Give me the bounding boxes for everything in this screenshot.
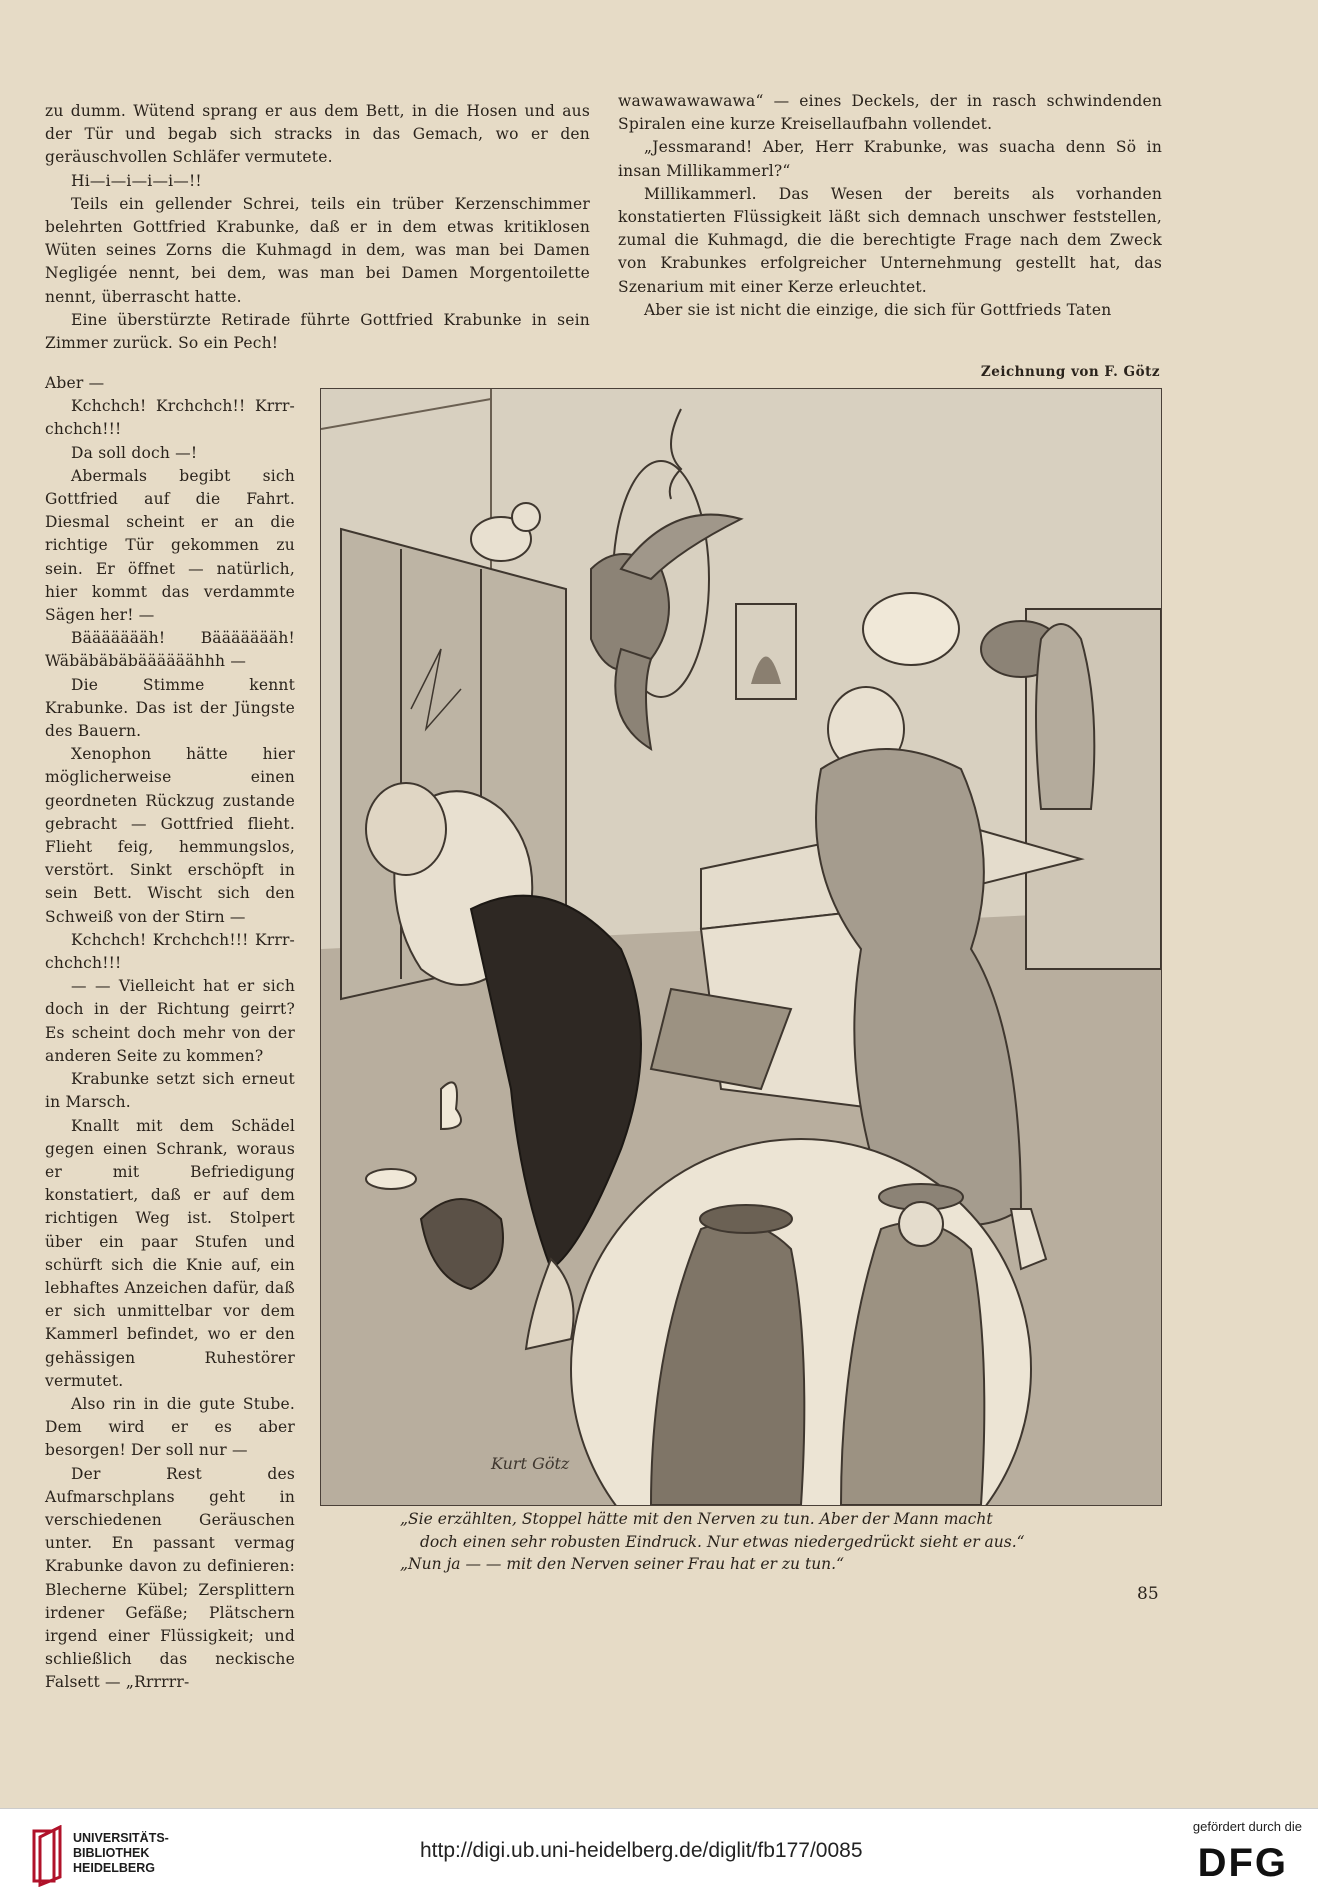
caption-line: „Nun ja — — mit den Nerven seiner Frau hat er zu tun.“ xyxy=(400,1555,845,1573)
cartoon-illustration xyxy=(320,388,1162,1506)
right-top-column xyxy=(618,90,1162,322)
paragraph: wawawawawawa“ — eines Deckels, der in rasch schwindenden Spiralen eine kurze Kreisellaufbahn vollendet. xyxy=(618,92,1162,134)
illustration-credit: Zeichnung von F. Götz xyxy=(980,364,1160,380)
institution-line: HEIDELBERG xyxy=(73,1861,155,1875)
narrow-left-column xyxy=(45,372,295,1695)
institution-line: BIBLIOTHEK xyxy=(73,1846,150,1860)
paragraph: Xenophon hätte hier möglicherweise einen geordneten Rückzug zustande gebracht — Gottfried flieht. Flieht feig, hemmungslos, verstört. Sinkt erschöpft in sein Bett. Wischt sich den Schweiß von der Stirn — xyxy=(45,745,295,926)
paragraph: Aber — xyxy=(45,374,105,392)
paragraph: Eine überstürzte Retirade führte Gottfried Krabunke in sein Zimmer zurück. So ein Pech! xyxy=(45,310,590,353)
paragraph: Abermals begibt sich Gottfried auf die Fahrt. Diesmal scheint er an die richtige Tür gekommen zu sein. Er öffnet — natürlich, hier kommt das verdammte Sägen her! — xyxy=(45,466,295,625)
left-top-column xyxy=(45,100,590,355)
paragraph: Aber sie ist nicht die einzige, die sich für Gottfrieds Taten xyxy=(644,300,1112,319)
paragraph: Millikammerl. Das Wesen der bereits als vorhanden konstatierten Flüssigkeit läßt sich demnach unschwer feststellen, zumal die Kuhmagd, die die berechtigte Frage nach dem Zweck von Krabunkes erfolgreicher Unternehmung gestellt hat, das Szenarium mit einer Kerze erleuchtet. xyxy=(618,184,1162,296)
paragraph: — — Vielleicht hat er sich doch in der Richtung geirrt? Es scheint doch mehr von der anderen Seite zu kommen? xyxy=(45,977,295,1065)
paragraph: zu dumm. Wütend sprang er aus dem Bett, in die Hosen und aus der Tür und begab sich stracks in das Gemach, wo er den geräuschvollen Schläfer vermutete. xyxy=(45,102,590,167)
paragraph: Der Rest des Aufmarschplans geht in verschiedenen Geräuschen unter. En passant vermag Krabunke davon zu definieren: Blecherne Kübel; Zersplittern irdener Gefäße; Plätschern irgend einer Flüssigkeit; und schließlich das neckische Falsett — „Rrrrrr- xyxy=(45,1464,295,1692)
paragraph: Krabunke setzt sich erneut in Marsch. xyxy=(45,1070,295,1112)
paragraph: Hi—i—i—i—i—!! xyxy=(71,171,202,190)
artist-signature: Kurt Götz xyxy=(491,1454,570,1473)
paragraph: „Jessmarand! Aber, Herr Krabunke, was suacha denn Sö in insan Millikammerl?“ xyxy=(618,138,1162,180)
cartoon-drawing xyxy=(321,389,1161,1505)
paragraph: Da soll doch —! xyxy=(71,443,198,462)
illustration-caption xyxy=(400,1508,1160,1576)
page-number: 85 xyxy=(1137,1584,1159,1604)
paragraph: Kchchch! Krchchch!!! Krrr-chchch!!! xyxy=(45,930,295,973)
institution-line: UNIVERSITÄTS- xyxy=(73,1831,169,1845)
paragraph: Teils ein gellender Schrei, teils ein trüber Kerzenschimmer belehrten Gottfried Krabunke, daß er in dem etwas kritiklosen Wüten seines Zorns die Kuhmagd in dem, was man bei Damen Negligée nennt, bei dem, was man bei Damen Morgentoilette nennt, überrascht hatte. xyxy=(45,194,590,306)
university-library-logo-icon xyxy=(30,1825,66,1887)
digitization-footer xyxy=(0,1808,1318,1902)
paragraph: Kchchch! Krchchch!! Krrr-chchch!!! xyxy=(45,397,295,439)
paragraph: Knallt mit dem Schädel gegen einen Schrank, woraus er mit Befriedigung konstatiert, daß er auf dem richtigen Weg ist. Stolpert über ein paar Stufen und schürft sich die Knie auf, ein lebhaftes Anzeichen dafür, daß er sich unmittelbar vor dem Kammerl befindet, wo er den gehässigen Ruhestörer vermutet. xyxy=(45,1116,295,1390)
paragraph: Die Stimme kennt Krabunke. Das ist der Jüngste des Bauern. xyxy=(45,675,295,741)
caption-line: „Sie erzählten, Stoppel hätte mit den Nerven zu tun. Aber der Mann macht xyxy=(400,1510,993,1528)
permalink-url[interactable]: http://digi.ub.uni-heidelberg.de/diglit/fb177/0085 xyxy=(420,1839,863,1862)
funding-label: gefördert durch die xyxy=(1192,1819,1302,1834)
caption-line: doch einen sehr robusten Eindruck. Nur etwas niedergedrückt sieht er aus.“ xyxy=(420,1532,1025,1551)
university-library-name xyxy=(73,1831,169,1876)
paragraph: Also rin in die gute Stube. Dem wird er es aber besorgen! Der soll nur — xyxy=(45,1394,295,1460)
dfg-logo: DFG xyxy=(1197,1841,1288,1885)
paragraph: Bäääääääh! Bäääääääh! Wäbäbäbäbäääääähhh — xyxy=(45,629,295,671)
